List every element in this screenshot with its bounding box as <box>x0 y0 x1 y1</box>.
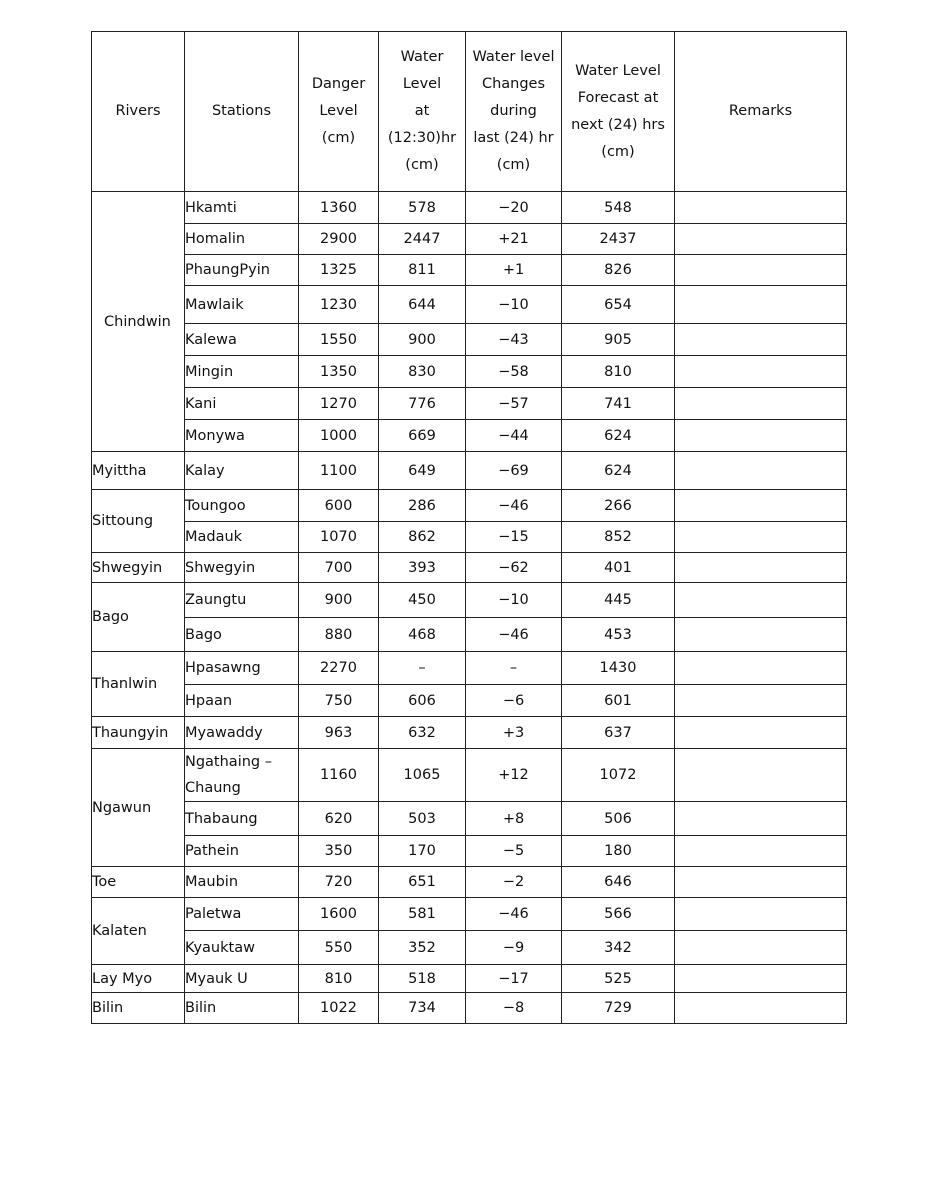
station-name <box>185 685 299 717</box>
station-label: Hpaan <box>185 692 233 709</box>
table-row <box>92 286 847 324</box>
station-label: Shwegyin <box>185 559 256 576</box>
table-row <box>92 356 847 388</box>
forecast-cell: 905 <box>562 324 675 356</box>
river-name: Shwegyin <box>92 553 185 583</box>
forecast-cell: 637 <box>562 717 675 749</box>
river-name: Thaungyin <box>92 717 185 749</box>
water-level-cell: 1065 <box>379 749 466 802</box>
remarks-cell <box>675 490 847 522</box>
water-level-cell: 2447 <box>379 224 466 255</box>
table-body <box>92 192 847 1024</box>
forecast-cell: 826 <box>562 255 675 286</box>
water-level-cell: 352 <box>379 931 466 965</box>
forecast-cell: 624 <box>562 452 675 490</box>
water-level-cell: 862 <box>379 522 466 553</box>
danger-level-cell: 620 <box>299 802 379 836</box>
remarks-cell <box>675 324 847 356</box>
danger-level-cell: 550 <box>299 931 379 965</box>
level-change-cell: +8 <box>466 802 562 836</box>
level-change-cell: – <box>466 652 562 685</box>
danger-level-cell: 900 <box>299 583 379 618</box>
remarks-cell <box>675 583 847 618</box>
station-name <box>185 802 299 836</box>
station-name <box>185 255 299 286</box>
station-name <box>185 420 299 452</box>
river-name: Myittha <box>92 452 185 490</box>
level-change-cell: +21 <box>466 224 562 255</box>
station-label: Paletwa <box>185 906 242 922</box>
header-level-change: Water level Changes during last (24) hr (cm) <box>466 32 562 192</box>
forecast-cell: 601 <box>562 685 675 717</box>
water-level-cell: 632 <box>379 717 466 749</box>
danger-level-cell: 700 <box>299 553 379 583</box>
water-level-cell: – <box>379 652 466 685</box>
station-label: Ngathaing – Chaung <box>185 754 272 796</box>
remarks-cell <box>675 652 847 685</box>
water-level-cell: 649 <box>379 452 466 490</box>
table-row <box>92 224 847 255</box>
forecast-cell: 445 <box>562 583 675 618</box>
station-label: Kyauktaw <box>185 939 255 956</box>
danger-level-cell: 1070 <box>299 522 379 553</box>
level-change-cell: −6 <box>466 685 562 717</box>
table-row <box>92 522 847 553</box>
table-row <box>92 836 847 867</box>
station-name <box>185 324 299 356</box>
forecast-cell: 548 <box>562 192 675 224</box>
header-row <box>92 32 847 192</box>
table-row <box>92 749 847 802</box>
station-label: Kalewa <box>185 331 237 348</box>
river-name: Chindwin <box>92 192 185 452</box>
table-row <box>92 965 847 993</box>
river-name: Thanlwin <box>92 652 185 717</box>
station-name <box>185 224 299 255</box>
danger-level-cell: 600 <box>299 490 379 522</box>
danger-level-cell: 1270 <box>299 388 379 420</box>
table-row <box>92 324 847 356</box>
table-row <box>92 802 847 836</box>
river-name: Ngawun <box>92 749 185 867</box>
table-row <box>92 490 847 522</box>
water-level-cell: 170 <box>379 836 466 867</box>
level-change-cell: −69 <box>466 452 562 490</box>
river-name: Toe <box>92 867 185 898</box>
level-change-cell: −44 <box>466 420 562 452</box>
remarks-cell <box>675 522 847 553</box>
level-change-cell: −8 <box>466 993 562 1024</box>
forecast-cell: 506 <box>562 802 675 836</box>
table-row <box>92 652 847 685</box>
remarks-cell <box>675 452 847 490</box>
remarks-cell <box>675 717 847 749</box>
water-level-cell: 669 <box>379 420 466 452</box>
level-change-cell: −15 <box>466 522 562 553</box>
level-change-cell: +3 <box>466 717 562 749</box>
header-remarks: Remarks <box>675 32 847 192</box>
remarks-cell <box>675 255 847 286</box>
station-label: Thabaung <box>185 810 258 827</box>
river-name: Lay Myo <box>92 965 185 993</box>
remarks-cell <box>675 685 847 717</box>
remarks-cell <box>675 965 847 993</box>
header-water-level: Water Level at (12:30)hr (cm) <box>379 32 466 192</box>
forecast-cell: 266 <box>562 490 675 522</box>
station-label: Mawlaik <box>185 296 244 313</box>
table-row <box>92 583 847 618</box>
forecast-cell: 2437 <box>562 224 675 255</box>
remarks-cell <box>675 898 847 931</box>
level-change-cell: −10 <box>466 286 562 324</box>
table-row <box>92 420 847 452</box>
level-change-cell: −9 <box>466 931 562 965</box>
water-level-cell: 811 <box>379 255 466 286</box>
station-label: Myauk U <box>185 970 248 987</box>
danger-level-cell: 1360 <box>299 192 379 224</box>
remarks-cell <box>675 802 847 836</box>
remarks-cell <box>675 867 847 898</box>
danger-level-cell: 2270 <box>299 652 379 685</box>
table-row <box>92 192 847 224</box>
remarks-cell <box>675 836 847 867</box>
header-danger-level: Danger Level (cm) <box>299 32 379 192</box>
water-level-cell: 651 <box>379 867 466 898</box>
water-level-cell: 734 <box>379 993 466 1024</box>
header-stations: Stations <box>185 32 299 192</box>
danger-level-cell: 1325 <box>299 255 379 286</box>
water-level-table <box>91 31 847 1024</box>
station-label: Homalin <box>185 231 246 247</box>
level-change-cell: +1 <box>466 255 562 286</box>
station-name <box>185 898 299 931</box>
table-row <box>92 452 847 490</box>
forecast-cell: 525 <box>562 965 675 993</box>
table-row <box>92 898 847 931</box>
danger-level-cell: 1160 <box>299 749 379 802</box>
station-label: Myawaddy <box>185 724 263 741</box>
danger-level-cell: 880 <box>299 618 379 652</box>
water-level-cell: 644 <box>379 286 466 324</box>
station-label: Madauk <box>185 529 243 545</box>
level-change-cell: −46 <box>466 618 562 652</box>
danger-level-cell: 350 <box>299 836 379 867</box>
table-row <box>92 388 847 420</box>
station-name <box>185 867 299 898</box>
danger-level-cell: 1550 <box>299 324 379 356</box>
level-change-cell: −10 <box>466 583 562 618</box>
forecast-cell: 741 <box>562 388 675 420</box>
table-row <box>92 685 847 717</box>
station-name <box>185 192 299 224</box>
level-change-cell: −43 <box>466 324 562 356</box>
water-level-cell: 450 <box>379 583 466 618</box>
forecast-cell: 180 <box>562 836 675 867</box>
danger-level-cell: 720 <box>299 867 379 898</box>
header-forecast: Water Level Forecast at next (24) hrs (cm) <box>562 32 675 192</box>
forecast-cell: 566 <box>562 898 675 931</box>
station-name <box>185 965 299 993</box>
station-label: Bago <box>185 626 222 643</box>
level-change-cell: −58 <box>466 356 562 388</box>
forecast-cell: 401 <box>562 553 675 583</box>
level-change-cell: −62 <box>466 553 562 583</box>
station-label: PhaungPyin <box>185 262 270 278</box>
danger-level-cell: 963 <box>299 717 379 749</box>
table-row <box>92 553 847 583</box>
table-row <box>92 255 847 286</box>
water-level-cell: 468 <box>379 618 466 652</box>
water-level-cell: 286 <box>379 490 466 522</box>
station-label: Mingin <box>185 363 234 380</box>
remarks-cell <box>675 356 847 388</box>
station-name <box>185 749 299 802</box>
forecast-cell: 852 <box>562 522 675 553</box>
station-label: Monywa <box>185 427 245 444</box>
forecast-cell: 654 <box>562 286 675 324</box>
water-level-cell: 578 <box>379 192 466 224</box>
remarks-cell <box>675 618 847 652</box>
remarks-cell <box>675 993 847 1024</box>
remarks-cell <box>675 224 847 255</box>
danger-level-cell: 1230 <box>299 286 379 324</box>
header-rivers: Rivers <box>92 32 185 192</box>
forecast-cell: 646 <box>562 867 675 898</box>
table-row <box>92 717 847 749</box>
river-name: Kalaten <box>92 898 185 965</box>
station-label: Toungoo <box>185 497 246 514</box>
table-row <box>92 618 847 652</box>
station-label: Hkamti <box>185 199 237 216</box>
forecast-cell: 624 <box>562 420 675 452</box>
level-change-cell: −46 <box>466 898 562 931</box>
remarks-cell <box>675 931 847 965</box>
table-row <box>92 931 847 965</box>
table-row <box>92 867 847 898</box>
remarks-cell <box>675 192 847 224</box>
water-level-cell: 503 <box>379 802 466 836</box>
river-name: Sittoung <box>92 490 185 553</box>
station-name <box>185 356 299 388</box>
level-change-cell: +12 <box>466 749 562 802</box>
station-name <box>185 388 299 420</box>
level-change-cell: −20 <box>466 192 562 224</box>
station-label: Bilin <box>185 1000 217 1016</box>
forecast-cell: 729 <box>562 993 675 1024</box>
remarks-cell <box>675 388 847 420</box>
water-level-cell: 900 <box>379 324 466 356</box>
level-change-cell: −2 <box>466 867 562 898</box>
water-level-cell: 830 <box>379 356 466 388</box>
danger-level-cell: 2900 <box>299 224 379 255</box>
level-change-cell: −57 <box>466 388 562 420</box>
remarks-cell <box>675 420 847 452</box>
forecast-cell: 1072 <box>562 749 675 802</box>
station-label: Maubin <box>185 874 239 890</box>
level-change-cell: −5 <box>466 836 562 867</box>
station-label: Zaungtu <box>185 592 247 608</box>
level-change-cell: −46 <box>466 490 562 522</box>
station-label: Kalay <box>185 462 225 479</box>
station-name <box>185 931 299 965</box>
forecast-cell: 1430 <box>562 652 675 685</box>
danger-level-cell: 1600 <box>299 898 379 931</box>
water-level-cell: 393 <box>379 553 466 583</box>
remarks-cell <box>675 749 847 802</box>
forecast-cell: 810 <box>562 356 675 388</box>
danger-level-cell: 1022 <box>299 993 379 1024</box>
station-name <box>185 522 299 553</box>
table-row <box>92 993 847 1024</box>
station-name <box>185 836 299 867</box>
danger-level-cell: 1000 <box>299 420 379 452</box>
water-level-cell: 776 <box>379 388 466 420</box>
station-label: Pathein <box>185 843 239 859</box>
forecast-cell: 342 <box>562 931 675 965</box>
water-level-cell: 606 <box>379 685 466 717</box>
station-name <box>185 286 299 324</box>
station-name <box>185 490 299 522</box>
station-name <box>185 993 299 1024</box>
remarks-cell <box>675 286 847 324</box>
level-change-cell: −17 <box>466 965 562 993</box>
danger-level-cell: 750 <box>299 685 379 717</box>
station-name <box>185 618 299 652</box>
station-name <box>185 717 299 749</box>
forecast-cell: 453 <box>562 618 675 652</box>
station-label: Kani <box>185 395 217 412</box>
station-name <box>185 452 299 490</box>
danger-level-cell: 1350 <box>299 356 379 388</box>
river-name: Bilin <box>92 993 185 1024</box>
danger-level-cell: 1100 <box>299 452 379 490</box>
river-name: Bago <box>92 583 185 652</box>
station-name <box>185 652 299 685</box>
danger-level-cell: 810 <box>299 965 379 993</box>
water-level-cell: 518 <box>379 965 466 993</box>
water-level-cell: 581 <box>379 898 466 931</box>
station-name <box>185 583 299 618</box>
station-name <box>185 553 299 583</box>
station-label: Hpasawng <box>185 660 261 676</box>
remarks-cell <box>675 553 847 583</box>
